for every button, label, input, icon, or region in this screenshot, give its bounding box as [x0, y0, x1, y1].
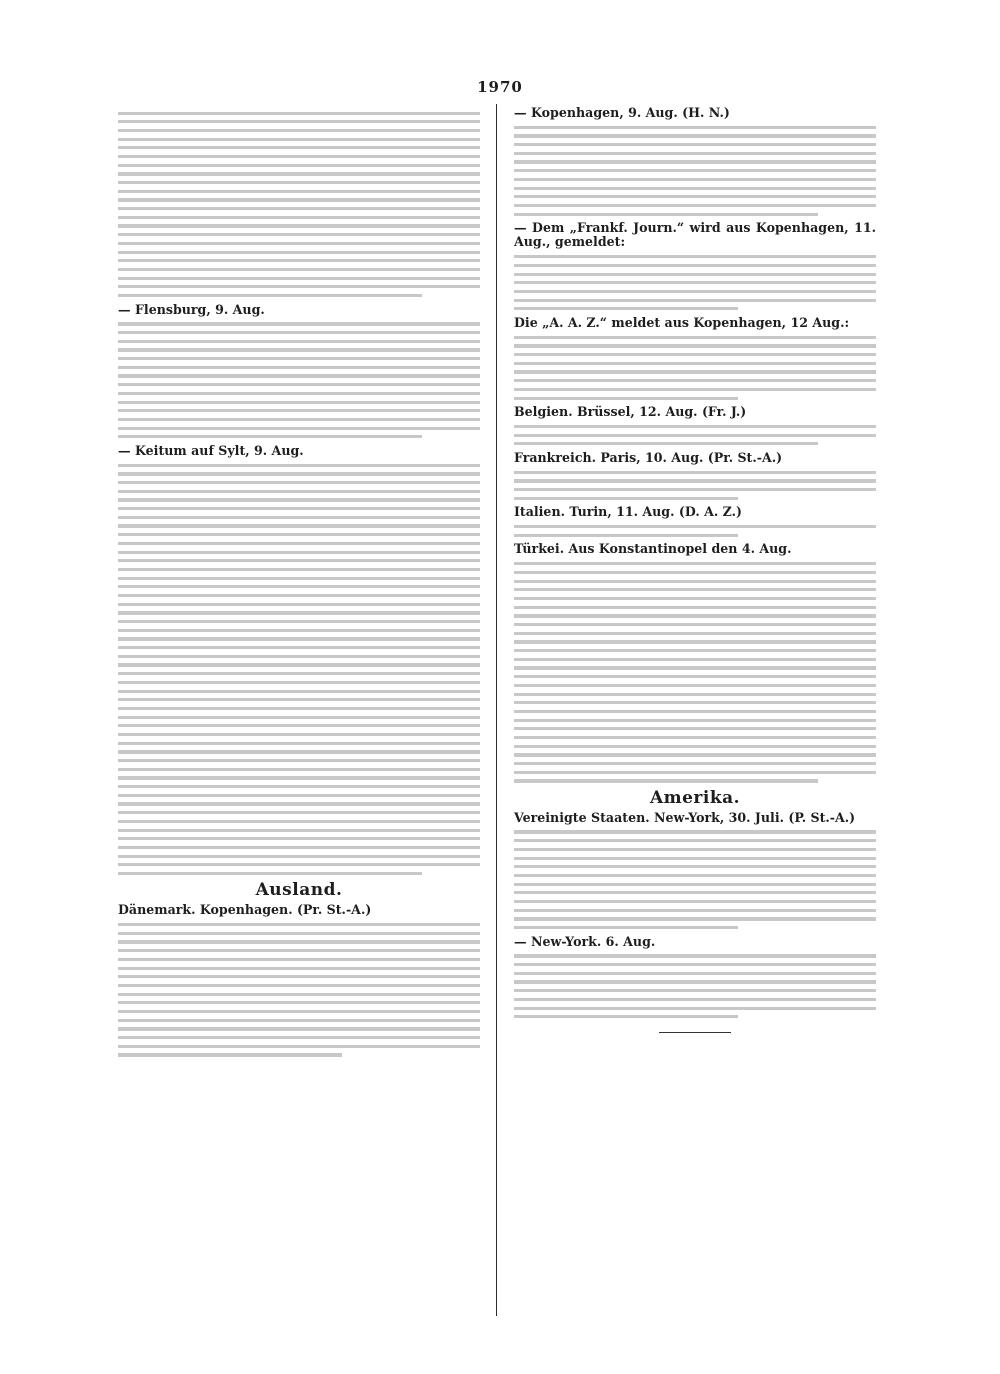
article-tuerkei — [514, 542, 876, 782]
text-lines — [118, 112, 480, 298]
section-heading-amerika: Amerika. — [649, 787, 741, 808]
text-lines — [514, 471, 876, 500]
dateline-kopenhagen: — Kopenhagen, 9. Aug. (H. N.) — [514, 105, 730, 120]
dateline-newyork: Vereinigte Staaten. New-York, 30. Juli. (P. St.-A.) — [514, 809, 856, 825]
dateline-flensburg: — Flensburg, 9. Aug. — [118, 301, 265, 317]
dateline-aaz: Die „A. A. Z.“ meldet aus Kopenhagen, 12 Aug.: — [514, 314, 850, 330]
text-lines — [514, 525, 876, 537]
dateline-keitum: — Keitum auf Sylt, 9. Aug. — [118, 442, 304, 458]
text-lines — [514, 126, 876, 216]
dateline-italien: Italien. Turin, 11. Aug. (D. A. Z.) — [514, 504, 742, 520]
article-aaz — [514, 316, 876, 400]
text-lines — [118, 322, 480, 438]
dateline-tuerkei: Türkei. Aus Konstantinopel den 4. Aug. — [514, 541, 792, 557]
article-daenemark — [118, 903, 480, 1056]
text-lines — [118, 923, 480, 1057]
text-lines — [514, 954, 876, 1018]
text-lines — [514, 255, 876, 310]
column-divider — [496, 104, 497, 1316]
text-lines — [514, 425, 876, 446]
dateline-newyork-2: — New-York. 6. Aug. — [514, 933, 656, 949]
section-heading-ausland: Ausland. — [255, 880, 343, 901]
text-lines — [514, 562, 876, 782]
article-frankreich — [514, 451, 876, 500]
end-rule — [659, 1032, 731, 1033]
article-continuation — [118, 112, 480, 298]
article-frankf-journ — [514, 221, 876, 310]
article-keitum — [118, 444, 480, 875]
article-belgien — [514, 405, 876, 445]
article-kopenhagen — [514, 106, 876, 216]
text-lines — [514, 336, 876, 400]
article-newyork-2 — [514, 935, 876, 1019]
dateline-belgien: Belgien. Brüssel, 12. Aug. (Fr. J.) — [514, 404, 747, 420]
dateline-frankreich: Frankreich. Paris, 10. Aug. (Pr. St.-A.) — [514, 449, 783, 465]
text-lines — [514, 830, 876, 929]
article-italien — [514, 505, 876, 537]
left-column — [118, 106, 480, 1316]
article-flensburg — [118, 303, 480, 439]
article-newyork — [514, 811, 876, 929]
right-column — [514, 106, 876, 1316]
page-number: 1970 — [477, 78, 523, 96]
dateline-frankf-journ: — Dem „Frankf. Journ.“ wird aus Kopenhagen, 11. Aug., gemeldet: — [514, 220, 876, 250]
dateline-daenemark: Dänemark. Kopenhagen. (Pr. St.-A.) — [118, 902, 372, 918]
text-lines — [118, 464, 480, 876]
